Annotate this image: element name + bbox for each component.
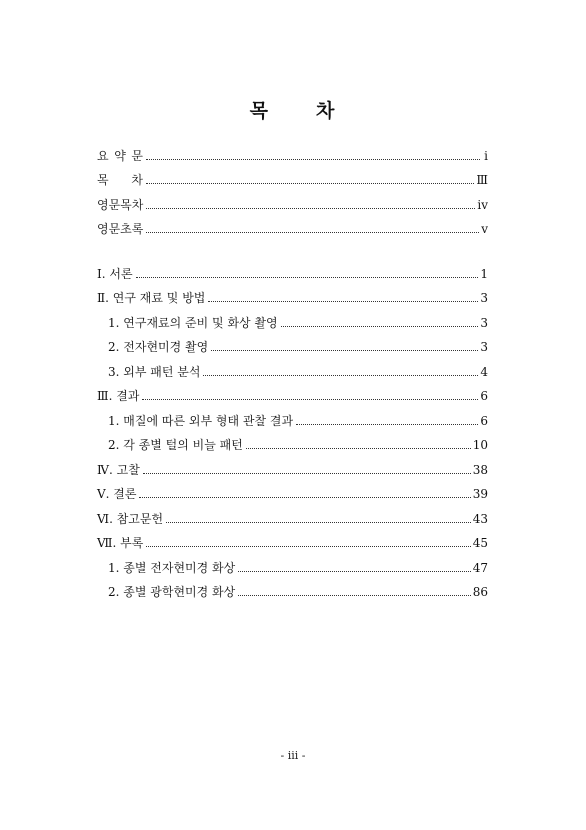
toc-entry-label: 1. 매질에 따른 외부 형태 관찰 결과 [108,413,294,428]
toc-entry-label: Ⅲ. 결과 [97,389,140,403]
dot-leader [146,546,470,547]
toc-entry-page: i [484,148,488,163]
toc-entry-scale-patterns[interactable] [97,428,488,453]
toc-entry-label: 1. 연구재료의 준비 및 화상 촬영 [108,315,278,330]
dot-leader [238,595,470,596]
toc-entry-sem-imaging[interactable] [97,330,488,355]
dot-leader [238,571,470,572]
dot-leader [246,448,471,449]
toc-entry-page: v [481,222,488,236]
toc-entry-page: 3 [480,291,488,305]
toc-entry-page: 6 [480,413,488,428]
dot-leader [143,473,471,474]
toc-entry-references[interactable] [97,501,488,526]
toc-entry-label: 3. 외부 패턴 분석 [108,364,201,379]
toc-front-matter [97,138,488,236]
toc-entry-page: 1 [480,266,488,281]
toc-entry-label: 영문초록 [97,222,144,236]
toc-entry-introduction[interactable] [97,256,488,281]
toc-entry-optical-images[interactable] [97,575,488,600]
toc-entry-label: 목 차 [97,173,143,187]
toc-entry-page: 47 [472,560,488,575]
dot-leader [211,350,478,351]
toc-entry-contents[interactable] [97,163,488,188]
title-char-left: 목 [249,100,270,122]
dot-leader [136,277,479,278]
dot-leader [146,159,480,160]
toc-entry-page: 43 [472,511,488,526]
dot-leader [146,208,475,209]
toc-entry-conclusion[interactable] [97,477,488,502]
toc-entry-page: Ⅲ [476,173,488,187]
toc-entry-label: 요 약 문 [97,148,143,163]
toc-entry-label: 2. 종별 광학현미경 화상 [108,585,236,599]
dot-leader [139,497,470,498]
dot-leader [166,522,471,523]
toc-entry-page: 3 [480,340,488,354]
dot-leader [142,399,478,400]
dot-leader [281,326,479,327]
toc-entry-appendix[interactable] [97,526,488,551]
toc-entry-english-contents[interactable] [97,187,488,212]
toc-entry-discussion[interactable] [97,452,488,477]
dot-leader [208,301,478,302]
toc-entry-results[interactable] [97,379,488,404]
toc-entry-pattern-analysis[interactable] [97,354,488,379]
toc-entry-label: Ⅵ. 참고문헌 [97,511,164,526]
toc-entry-label: Ⅱ. 연구 재료 및 방법 [97,291,206,305]
toc-entry-label: Ⅳ. 고찰 [97,462,140,477]
dot-leader [146,183,474,184]
toc-entry-page: ⅳ [477,197,488,212]
page-number-footer: - iii - [280,749,306,762]
toc-entry-label: 2. 각 종별 털의 비늘 패턴 [108,438,243,452]
toc-entry-materials-methods[interactable] [97,281,488,306]
dot-leader [203,375,478,376]
toc-entry-label: Ⅰ. 서론 [97,266,133,281]
toc-entry-label: Ⅴ. 결론 [97,487,137,501]
toc-entry-page: 6 [480,389,488,403]
page-title [0,96,586,123]
toc-entry-page: 39 [472,487,488,501]
toc-entry-label: 2. 전자현미경 촬영 [108,340,209,354]
dot-leader [146,232,479,233]
toc-entry-page: 38 [472,462,488,477]
toc-entry-page: 45 [472,536,488,550]
toc-entry-medium-observation[interactable] [97,403,488,428]
toc-main [97,256,488,599]
toc-entry-page: 10 [472,438,488,452]
toc-entry-abstract-kr[interactable] [97,138,488,163]
toc-entry-label: 영문목차 [97,197,144,212]
toc-entry-sample-preparation[interactable] [97,305,488,330]
toc-entry-english-abstract[interactable] [97,212,488,237]
toc-entry-page: 86 [472,585,488,599]
dot-leader [296,424,478,425]
toc-entry-label: Ⅶ. 부록 [97,536,144,550]
toc-entry-page: 3 [480,315,488,330]
title-char-right: 차 [316,100,337,122]
toc-entry-label: 1. 종별 전자현미경 화상 [108,560,236,575]
toc-entry-page: 4 [480,364,488,379]
toc-entry-sem-images[interactable] [97,550,488,575]
